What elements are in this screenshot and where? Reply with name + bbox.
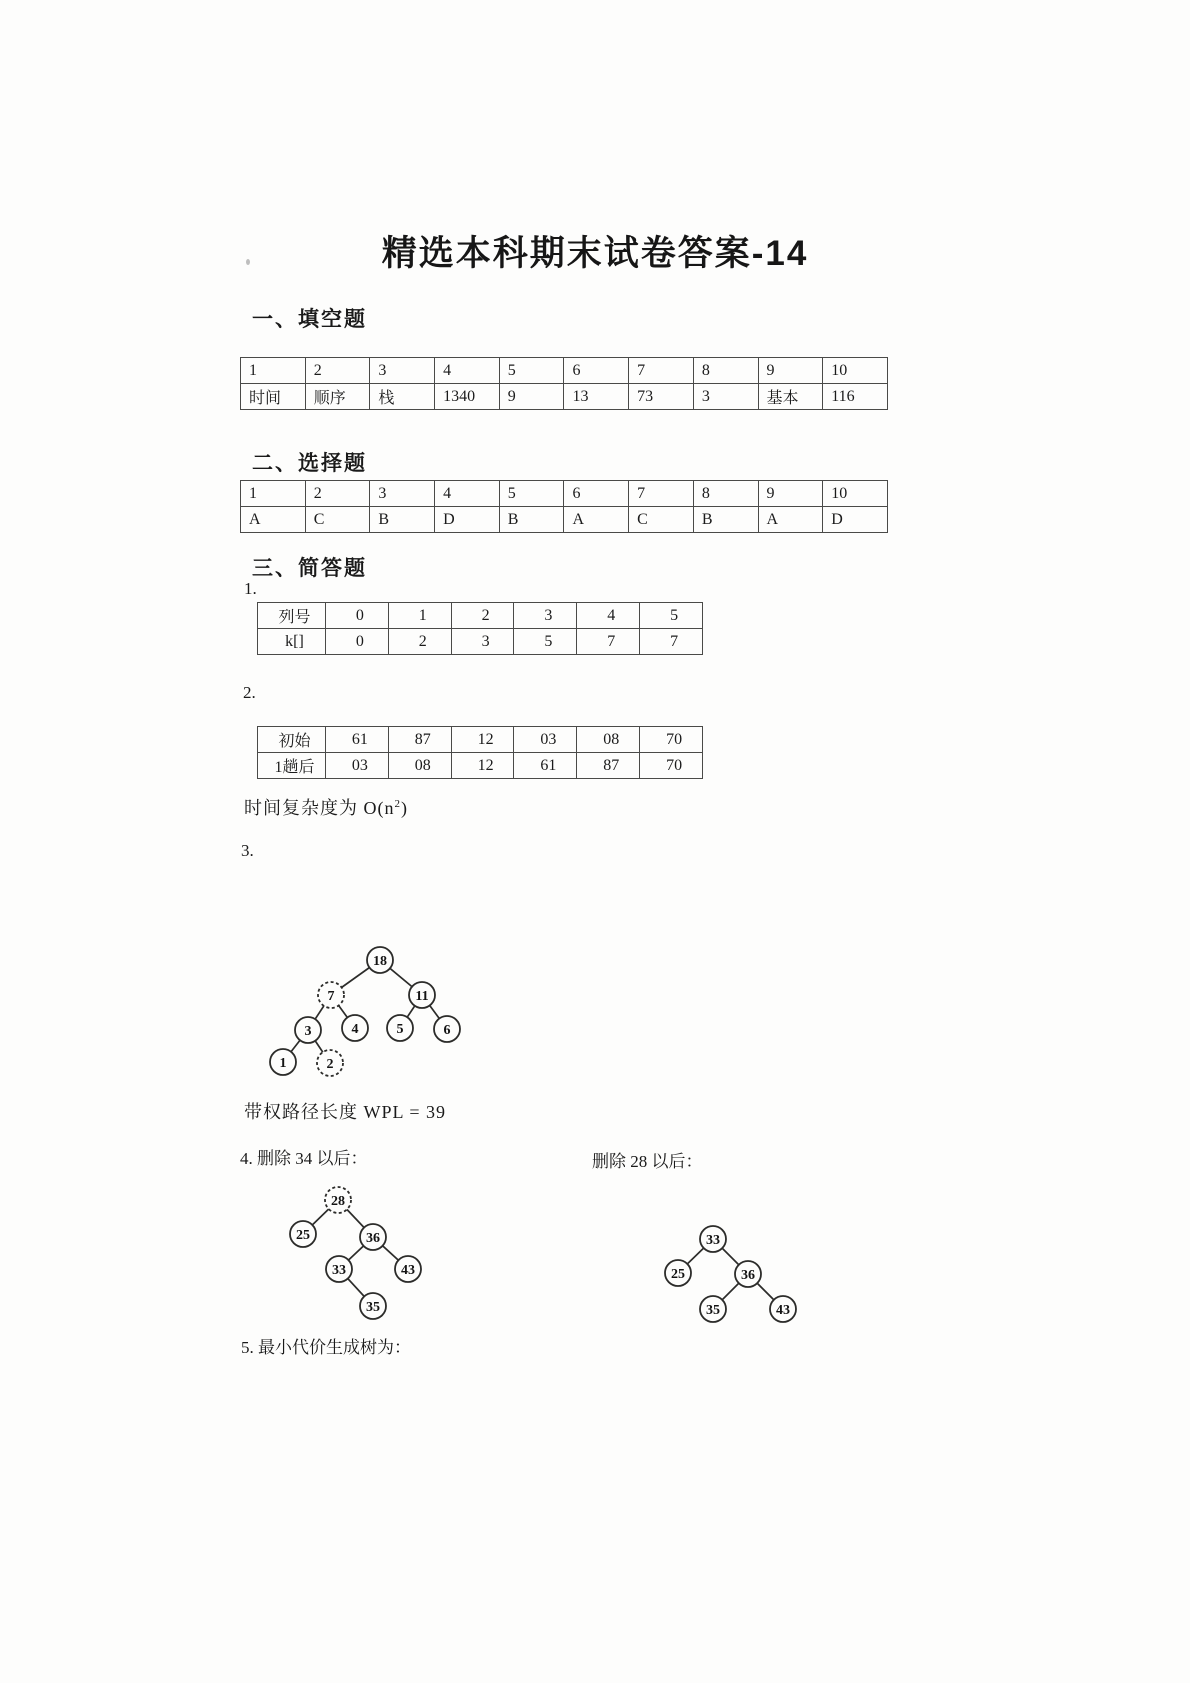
table-row-numbers — [241, 481, 888, 507]
value-cell: 1 — [388, 603, 451, 629]
table-row-answers — [241, 384, 888, 410]
answer-cell: 13 — [564, 384, 629, 410]
svg-text:2: 2 — [326, 1057, 334, 1072]
header-cell: 9 — [758, 481, 823, 507]
question-3-label: 3. — [241, 841, 254, 860]
value-cell: 03 — [326, 753, 389, 779]
question-1-label: 1. — [244, 579, 257, 598]
wpl-note: 带权路径长度 WPL = 39 — [244, 1102, 446, 1122]
svg-text:3: 3 — [304, 1024, 312, 1039]
answer-cell: 9 — [499, 384, 564, 410]
value-cell: 4 — [577, 603, 640, 629]
header-cell: 6 — [564, 358, 629, 384]
answer-cell: 时间 — [241, 384, 306, 410]
question-5-label: 5. 最小代价生成树为： — [241, 1338, 411, 1357]
row-label-cell: 列号 — [258, 603, 326, 629]
scan-artifact — [246, 259, 250, 265]
value-cell: 87 — [388, 727, 451, 753]
svg-text:25: 25 — [296, 1228, 310, 1243]
answer-cell: A — [241, 507, 306, 533]
complexity-note — [244, 794, 408, 820]
svg-text:1: 1 — [279, 1056, 287, 1071]
huffman-tree-diagram — [250, 938, 480, 1088]
value-cell: 08 — [388, 753, 451, 779]
svg-text:35: 35 — [706, 1303, 720, 1318]
header-cell: 5 — [499, 358, 564, 384]
value-cell: 12 — [451, 727, 514, 753]
answer-cell: D — [435, 507, 500, 533]
answer-cell: 栈 — [370, 384, 435, 410]
header-cell: 8 — [693, 358, 758, 384]
header-cell: 2 — [305, 481, 370, 507]
table-row — [258, 753, 703, 779]
answer-cell: 116 — [823, 384, 888, 410]
answer-cell: A — [758, 507, 823, 533]
svg-text:33: 33 — [706, 1233, 720, 1248]
header-cell: 10 — [823, 481, 888, 507]
value-cell: 2 — [388, 629, 451, 655]
row-label-cell: 初始 — [258, 727, 326, 753]
svg-text:43: 43 — [776, 1303, 790, 1318]
section-heading-short-answer: 三、简答题 — [252, 556, 367, 580]
header-cell: 3 — [370, 481, 435, 507]
svg-text:25: 25 — [671, 1267, 685, 1282]
complexity-text-suffix: ) — [401, 798, 408, 818]
table-row — [258, 727, 703, 753]
page-title: 精选本科期末试卷答案-14 — [381, 234, 809, 273]
q1-hash-table — [257, 602, 703, 655]
value-cell: 3 — [451, 629, 514, 655]
value-cell: 7 — [577, 629, 640, 655]
header-cell: 9 — [758, 358, 823, 384]
answer-cell: C — [305, 507, 370, 533]
value-cell: 70 — [640, 753, 703, 779]
row-label-cell: 1趟后 — [258, 753, 326, 779]
value-cell: 7 — [640, 629, 703, 655]
svg-text:5: 5 — [396, 1022, 404, 1037]
header-cell: 4 — [435, 358, 500, 384]
answer-cell: A — [564, 507, 629, 533]
header-cell: 8 — [693, 481, 758, 507]
bst-after-delete-28-diagram — [650, 1222, 810, 1332]
svg-text:6: 6 — [443, 1023, 451, 1038]
value-cell: 87 — [577, 753, 640, 779]
svg-text:11: 11 — [415, 989, 429, 1004]
value-cell: 5 — [514, 629, 577, 655]
value-cell: 08 — [577, 727, 640, 753]
answer-cell: 顺序 — [305, 384, 370, 410]
svg-text:35: 35 — [366, 1300, 380, 1315]
answer-cell: B — [499, 507, 564, 533]
table-row — [258, 629, 703, 655]
svg-text:33: 33 — [332, 1263, 346, 1278]
question-4-label-delete-34: 4. 删除 34 以后： — [240, 1149, 368, 1168]
svg-text:7: 7 — [327, 989, 335, 1004]
table-row-numbers — [241, 358, 888, 384]
header-cell: 3 — [370, 358, 435, 384]
table-row — [258, 603, 703, 629]
svg-text:28: 28 — [331, 1194, 345, 1209]
section-heading-multiple-choice: 二、选择题 — [252, 451, 367, 475]
header-cell: 5 — [499, 481, 564, 507]
complexity-superscript: 2 — [394, 798, 401, 810]
answer-cell: C — [629, 507, 694, 533]
value-cell: 03 — [514, 727, 577, 753]
svg-text:18: 18 — [373, 954, 387, 969]
complexity-text: 时间复杂度为 O(n — [244, 798, 395, 818]
svg-text:43: 43 — [401, 1263, 415, 1278]
answer-cell: 3 — [693, 384, 758, 410]
answer-cell: 基本 — [758, 384, 823, 410]
question-2-label: 2. — [243, 683, 256, 702]
answer-cell: 73 — [629, 384, 694, 410]
svg-text:4: 4 — [351, 1022, 359, 1037]
header-cell: 2 — [305, 358, 370, 384]
value-cell: 70 — [640, 727, 703, 753]
svg-text:36: 36 — [366, 1231, 380, 1246]
bst-after-delete-34-diagram — [270, 1183, 440, 1328]
header-cell: 1 — [241, 358, 306, 384]
svg-text:36: 36 — [741, 1268, 755, 1283]
value-cell: 0 — [326, 629, 389, 655]
header-cell: 7 — [629, 481, 694, 507]
answer-cell: B — [370, 507, 435, 533]
header-cell: 7 — [629, 358, 694, 384]
answer-cell: B — [693, 507, 758, 533]
value-cell: 0 — [326, 603, 389, 629]
q2-sort-table — [257, 726, 703, 779]
header-cell: 10 — [823, 358, 888, 384]
value-cell: 2 — [451, 603, 514, 629]
question-4-label-delete-28: 删除 28 以后： — [592, 1152, 703, 1171]
fill-blanks-table — [240, 357, 888, 410]
section-heading-fill-blanks: 一、填空题 — [252, 307, 367, 331]
value-cell: 61 — [514, 753, 577, 779]
header-cell: 6 — [564, 481, 629, 507]
answer-cell: 1340 — [435, 384, 500, 410]
value-cell: 5 — [640, 603, 703, 629]
header-cell: 1 — [241, 481, 306, 507]
value-cell: 3 — [514, 603, 577, 629]
value-cell: 12 — [451, 753, 514, 779]
row-label-cell: k[] — [258, 629, 326, 655]
value-cell: 61 — [326, 727, 389, 753]
multiple-choice-table — [240, 480, 888, 533]
table-row-answers — [241, 507, 888, 533]
header-cell: 4 — [435, 481, 500, 507]
answer-cell: D — [823, 507, 888, 533]
